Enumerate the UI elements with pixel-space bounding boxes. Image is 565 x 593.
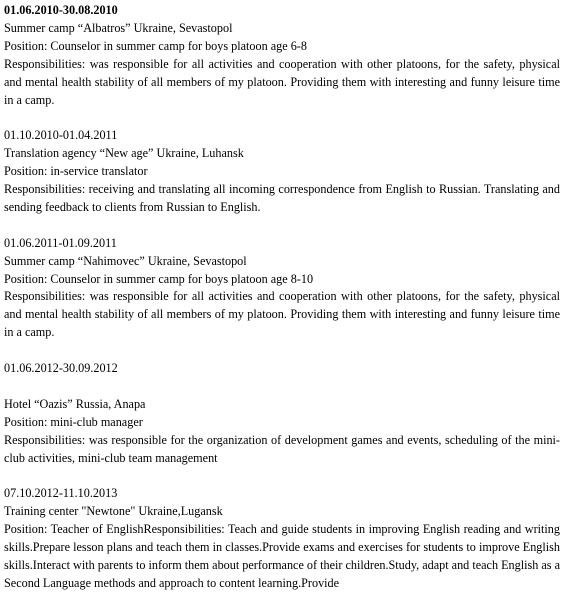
entry-position: Position: in-service translator	[4, 164, 148, 179]
blank-line	[4, 217, 560, 235]
blank-line	[4, 468, 560, 486]
entry-organization: Summer camp “Albatros” Ukraine, Sevastopol	[4, 20, 233, 35]
entry-organization: Translation agency “New age” Ukraine, Luhansk	[4, 146, 244, 161]
entry-organization: Training center "Newtone" Ukraine,Lugansk	[4, 504, 223, 519]
entry-organization: Hotel “Oazis” Russia, Anapa	[4, 396, 146, 411]
resume-document	[4, 2, 560, 593]
experience-entry	[4, 127, 560, 217]
blank-line	[4, 109, 560, 127]
experience-entry	[4, 235, 560, 342]
experience-entry	[4, 360, 560, 467]
entry-date: 01.06.2012-30.09.2012	[4, 361, 118, 376]
entry-position: Position: mini-club manager	[4, 414, 143, 429]
entry-date: 01.10.2010-01.04.2011	[4, 128, 118, 143]
experience-entry	[4, 485, 560, 592]
entry-date: 07.10.2012-11.10.2013	[4, 486, 118, 501]
blank-line	[4, 342, 560, 360]
entry-responsibilities: Responsibilities: was responsible for all activities and cooperation with other platoons, for the safety, physical and mental health stability of all members of my platoon. Providing them with interesting and funny leisure time in a camp.	[4, 56, 560, 107]
entry-date: 01.06.2011-01.09.2011	[4, 235, 117, 250]
entry-responsibilities: Responsibilities: receiving and translating all incoming correspondence from English to Russian. Translating and sending feedback to clients from Russian to English.	[4, 182, 560, 214]
entry-responsibilities: Responsibilities: was responsible for all activities and cooperation with other platoons, for the safety, physical and mental health stability of all members of my platoon. Providing them with interesting and funny leisure time in a camp.	[4, 289, 560, 340]
entry-responsibilities: Responsibilities: was responsible for the organization of development games and events, scheduling of the mini-club activities, mini-club team management	[4, 432, 560, 465]
experience-entry	[4, 2, 560, 109]
blank-line	[4, 378, 560, 396]
entry-position: Position: Counselor in summer camp for boys platoon age 6-8	[4, 38, 307, 53]
entry-responsibilities: Position: Teacher of EnglishResponsibilities: Teach and guide students in improving English reading and writing skills.Prepare lesson plans and teach them in classes.Provide exams and exercises for students to improve English skills.Interact with parents to inform them about performance of their children.Study, adapt and teach English as a Second Language methods and approach to content learning.Provide	[4, 522, 560, 590]
entry-organization: Summer camp “Nahimovec” Ukraine, Sevastopol	[4, 253, 247, 268]
entry-position: Position: Counselor in summer camp for boys platoon age 8-10	[4, 271, 314, 286]
entry-date: 01.06.2010-30.08.2010	[4, 3, 118, 17]
